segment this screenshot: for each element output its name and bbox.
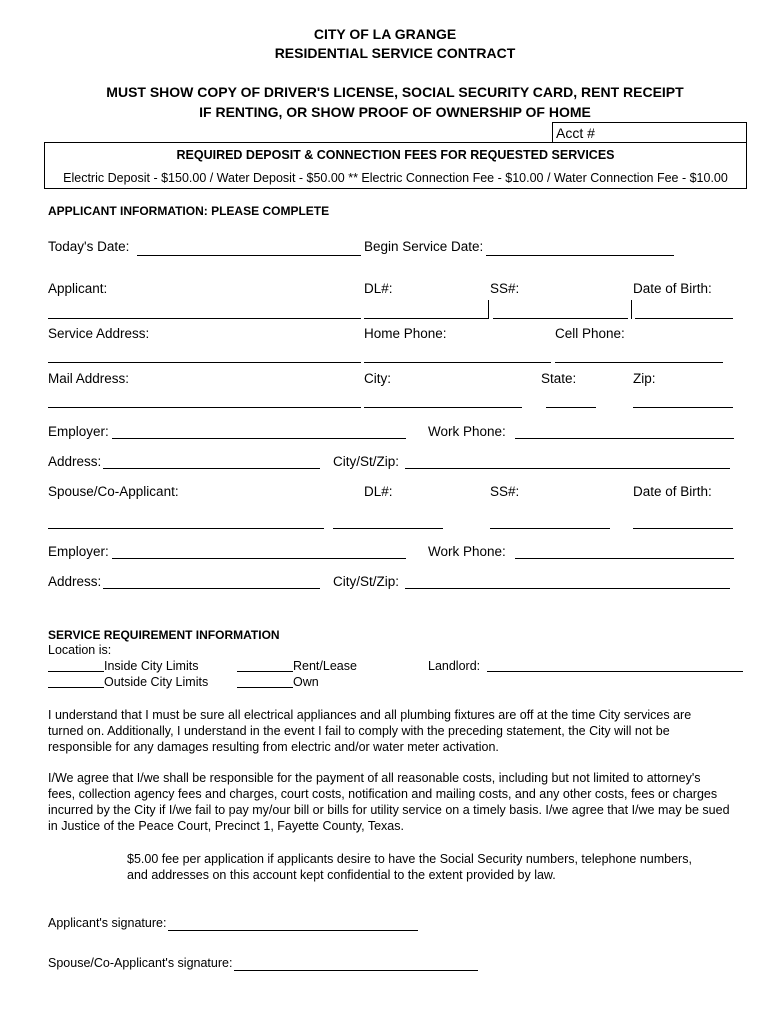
applicant-signature-field[interactable] <box>168 930 418 931</box>
own-checkline[interactable] <box>237 687 293 688</box>
spouse-signature-field[interactable] <box>234 970 478 971</box>
spouse-work-phone-field[interactable] <box>515 558 734 559</box>
work-phone-label: Work Phone: <box>428 424 506 439</box>
dl-label: DL#: <box>364 281 393 296</box>
field-divider <box>631 300 632 319</box>
applicant-signature-label: Applicant's signature: <box>48 916 167 930</box>
spouse-address-label: Address: <box>48 574 102 589</box>
ss-label: SS#: <box>490 281 520 296</box>
landlord-field[interactable] <box>487 671 743 672</box>
address-field[interactable] <box>103 468 320 469</box>
field-divider <box>488 300 489 319</box>
employer-label: Employer: <box>48 424 109 439</box>
state-field[interactable] <box>546 407 596 408</box>
applicant-label: Applicant: <box>48 281 108 296</box>
spouse-employer-field[interactable] <box>112 558 406 559</box>
acct-label: Acct # <box>556 125 595 141</box>
todays-date-field[interactable] <box>137 255 361 256</box>
employer-field[interactable] <box>112 438 406 439</box>
spouse-dl-field[interactable] <box>333 528 443 529</box>
spouse-employer-label: Employer: <box>48 544 109 559</box>
home-phone-label: Home Phone: <box>364 326 447 341</box>
spouse-field[interactable] <box>48 528 324 529</box>
service-address-field[interactable] <box>48 362 361 363</box>
applicant-section-title: APPLICANT INFORMATION: PLEASE COMPLETE <box>48 204 330 218</box>
spouse-city-st-zip-field[interactable] <box>405 588 730 589</box>
zip-label: Zip: <box>633 371 656 386</box>
spouse-dob-label: Date of Birth: <box>633 484 712 499</box>
fees-line: Electric Deposit - $150.00 / Water Deposit - $50.00 ** Electric Connection Fee - $10.00 / Water Connection Fee - $10.00 <box>63 171 728 185</box>
contract-title: RESIDENTIAL SERVICE CONTRACT <box>274 45 516 61</box>
city-st-zip-field[interactable] <box>405 468 730 469</box>
rent-lease-checkline[interactable] <box>237 671 293 672</box>
mail-address-label: Mail Address: <box>48 371 130 386</box>
begin-service-date-label: Begin Service Date: <box>364 239 484 254</box>
cell-phone-field[interactable] <box>555 362 723 363</box>
fees-box <box>44 142 747 189</box>
landlord-label: Landlord: <box>428 659 481 673</box>
notice-line-2: IF RENTING, OR SHOW PROOF OF OWNERSHIP OF HOME <box>199 104 591 120</box>
spouse-address-field[interactable] <box>103 588 320 589</box>
address-label: Address: <box>48 454 102 469</box>
city-title: CITY OF LA GRANGE <box>313 26 457 42</box>
own-label: Own <box>293 675 319 689</box>
work-phone-field[interactable] <box>515 438 734 439</box>
applicant-field[interactable] <box>48 318 361 319</box>
spouse-work-phone-label: Work Phone: <box>428 544 506 559</box>
paragraph-appliances: I understand that I must be sure all electrical appliances and all plumbing fixtures are off at the time City services are turned on. Additionally, I understand in the event I fail to comply with the preceding statement, the City will not be responsible for any damages resulting from electric and/or water meter activation. <box>48 708 692 754</box>
home-phone-field[interactable] <box>364 362 551 363</box>
city-st-zip-label: City/St/Zip: <box>333 454 400 469</box>
notice-line-1: MUST SHOW COPY OF DRIVER'S LICENSE, SOCIAL SECURITY CARD, RENT RECEIPT <box>106 84 684 100</box>
spouse-label: Spouse/Co-Applicant: <box>48 484 179 499</box>
paragraph-payment: I/We agree that I/we shall be responsible for the payment of all reasonable costs, including but not limited to attorney's fees, collection agency fees and charges, court costs, notification and mailing costs, and any other costs, fees or charges incurred by the City if I/we fail to pay my/our bill or bills for utility service on a timely basis. I/we agree that I/we may be sued in Justice of the Peace Court, Precinct 1, Fayette County, Texas. <box>48 771 730 833</box>
spouse-ss-label: SS#: <box>490 484 520 499</box>
service-section-title: SERVICE REQUIREMENT INFORMATION <box>48 628 280 642</box>
spouse-signature-label: Spouse/Co-Applicant's signature: <box>48 956 233 970</box>
spouse-dl-label: DL#: <box>364 484 393 499</box>
paragraph-confidential-fee: $5.00 fee per application if applicants desire to have the Social Security numbers, telephone numbers, and addresses on this account kept confidential to the extent provided by law. <box>127 852 692 882</box>
spouse-city-st-zip-label: City/St/Zip: <box>333 574 400 589</box>
location-is-label: Location is: <box>48 643 112 657</box>
fees-title: REQUIRED DEPOSIT & CONNECTION FEES FOR REQUESTED SERVICES <box>176 148 615 162</box>
inside-city-label: Inside City Limits <box>104 659 199 673</box>
service-address-label: Service Address: <box>48 326 150 341</box>
dob-label: Date of Birth: <box>633 281 712 296</box>
todays-date-label: Today's Date: <box>48 239 130 254</box>
begin-service-date-field[interactable] <box>486 255 674 256</box>
spouse-ss-field[interactable] <box>490 528 610 529</box>
outside-city-label: Outside City Limits <box>104 675 209 689</box>
state-label: State: <box>541 371 577 386</box>
ss-field[interactable] <box>493 318 628 319</box>
city-label: City: <box>364 371 391 386</box>
mail-address-field[interactable] <box>48 407 361 408</box>
cell-phone-label: Cell Phone: <box>555 326 625 341</box>
account-number-field[interactable] <box>552 122 747 143</box>
inside-city-checkline[interactable] <box>48 671 104 672</box>
zip-field[interactable] <box>633 407 733 408</box>
city-field[interactable] <box>364 407 522 408</box>
rent-lease-label: Rent/Lease <box>293 659 357 673</box>
spouse-dob-field[interactable] <box>633 528 733 529</box>
outside-city-checkline[interactable] <box>48 687 104 688</box>
dob-field[interactable] <box>635 318 733 319</box>
dl-field[interactable] <box>364 318 488 319</box>
